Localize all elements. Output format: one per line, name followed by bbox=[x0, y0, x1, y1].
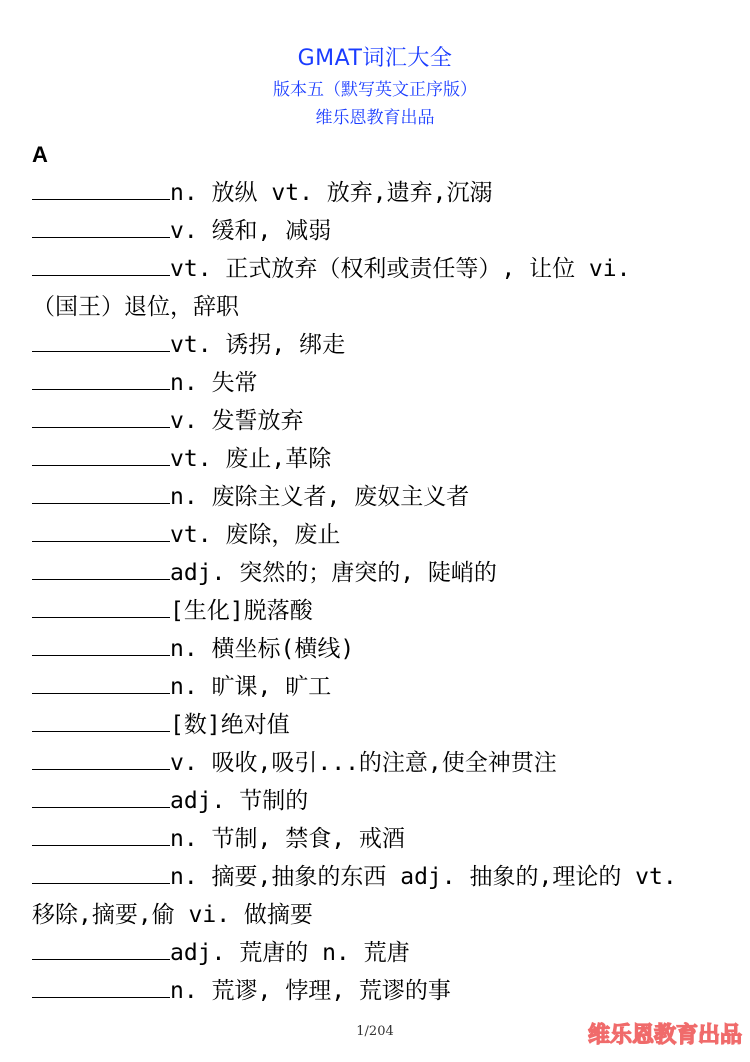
vocab-definition: vt. 废止,革除 bbox=[170, 446, 332, 472]
vocab-entry bbox=[32, 744, 722, 782]
vocab-definition: n. 节制, 禁食, 戒酒 bbox=[170, 826, 405, 852]
answer-blank[interactable] bbox=[32, 217, 170, 238]
section-letter: A bbox=[32, 142, 48, 167]
vocab-entry bbox=[32, 440, 722, 478]
vocab-entry bbox=[32, 364, 722, 402]
answer-blank[interactable] bbox=[32, 369, 170, 390]
vocab-definition: adj. 荒唐的 n. 荒唐 bbox=[170, 940, 410, 966]
answer-blank[interactable] bbox=[32, 255, 170, 276]
vocab-entry bbox=[32, 478, 722, 516]
answer-blank[interactable] bbox=[32, 483, 170, 504]
answer-blank[interactable] bbox=[32, 445, 170, 466]
vocab-definition: vt. 诱拐, 绑走 bbox=[170, 332, 346, 358]
answer-blank[interactable] bbox=[32, 635, 170, 656]
vocab-entry bbox=[32, 516, 722, 554]
vocab-definition: v. 缓和, 减弱 bbox=[170, 218, 332, 244]
vocab-definition: [生化]脱落酸 bbox=[170, 598, 313, 624]
vocab-definition-continued: 移除,摘要,偷 vi. 做摘要 bbox=[32, 902, 313, 928]
answer-blank[interactable] bbox=[32, 749, 170, 770]
vocabulary-list bbox=[32, 174, 722, 1010]
answer-blank[interactable] bbox=[32, 331, 170, 352]
vocab-entry bbox=[32, 972, 722, 1010]
vocab-entry bbox=[32, 858, 722, 896]
vocab-entry bbox=[32, 212, 722, 250]
vocab-definition: n. 旷课, 旷工 bbox=[170, 674, 332, 700]
vocab-definition: vt. 正式放弃（权利或责任等）, 让位 vi. bbox=[170, 256, 631, 282]
vocab-definition: n. 横坐标(横线) bbox=[170, 636, 355, 662]
answer-blank[interactable] bbox=[32, 407, 170, 428]
answer-blank[interactable] bbox=[32, 559, 170, 580]
answer-blank[interactable] bbox=[32, 939, 170, 960]
vocab-definition: n. 摘要,抽象的东西 adj. 抽象的,理论的 vt. bbox=[170, 864, 677, 890]
vocab-entry bbox=[32, 592, 722, 630]
vocab-entry bbox=[32, 706, 722, 744]
answer-blank[interactable] bbox=[32, 179, 170, 200]
vocab-entry bbox=[32, 782, 722, 820]
vocab-definition: n. 放纵 vt. 放弃,遗弃,沉溺 bbox=[170, 180, 493, 206]
vocab-entry bbox=[32, 668, 722, 706]
answer-blank[interactable] bbox=[32, 521, 170, 542]
page-number: 1/204 bbox=[356, 1024, 394, 1039]
vocab-definition-continued: （国王）退位，辞职 bbox=[32, 294, 239, 320]
vocab-entry bbox=[32, 174, 722, 212]
vocab-definition: [数]绝对值 bbox=[170, 712, 290, 738]
vocab-definition: n. 废除主义者, 废奴主义者 bbox=[170, 484, 470, 510]
answer-blank[interactable] bbox=[32, 673, 170, 694]
vocab-definition: adj. 节制的 bbox=[170, 788, 309, 814]
document-subtitle: 版本五（默写英文正序版） bbox=[273, 80, 477, 100]
answer-blank[interactable] bbox=[32, 711, 170, 732]
answer-blank[interactable] bbox=[32, 825, 170, 846]
vocab-definition: adj. 突然的；唐突的, 陡峭的 bbox=[170, 560, 497, 586]
vocab-definition: n. 失常 bbox=[170, 370, 258, 396]
vocab-entry bbox=[32, 326, 722, 364]
vocab-definition: v. 发誓放弃 bbox=[170, 408, 304, 434]
vocab-definition: vt. 废除，废止 bbox=[170, 522, 341, 548]
document-publisher: 维乐恩教育出品 bbox=[315, 108, 435, 128]
vocab-definition: v. 吸收,吸引...的注意,使全神贯注 bbox=[170, 750, 557, 776]
document-title: GMAT词汇大全 bbox=[297, 46, 453, 71]
answer-blank[interactable] bbox=[32, 863, 170, 884]
vocab-entry bbox=[32, 820, 722, 858]
vocab-entry bbox=[32, 402, 722, 440]
vocab-entry bbox=[32, 630, 722, 668]
vocab-entry bbox=[32, 554, 722, 592]
publisher-watermark: 维乐恩教育出品 bbox=[588, 1023, 743, 1048]
answer-blank[interactable] bbox=[32, 787, 170, 808]
vocab-definition: n. 荒谬, 悖理, 荒谬的事 bbox=[170, 978, 451, 1004]
document-header bbox=[0, 44, 750, 132]
answer-blank[interactable] bbox=[32, 977, 170, 998]
vocab-entry bbox=[32, 934, 722, 972]
vocab-entry bbox=[32, 250, 722, 288]
answer-blank[interactable] bbox=[32, 597, 170, 618]
